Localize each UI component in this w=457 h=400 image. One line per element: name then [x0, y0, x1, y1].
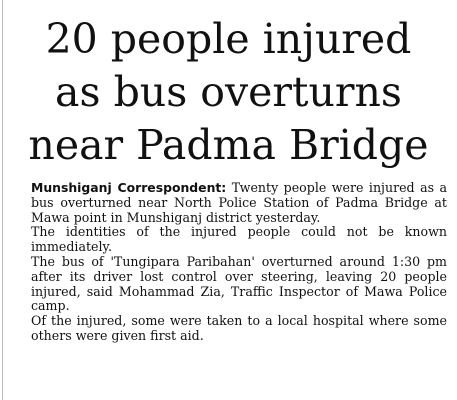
headline — [10, 13, 447, 172]
paragraph-1 — [31, 181, 447, 225]
paragraph-1-text: Twenty people were injured as a bus overturned near North Police Station of Padma Bridge at Mawa point in Munshiganj district yesterday. — [31, 180, 447, 225]
article-body — [31, 181, 447, 344]
headline-line-2: as bus overturns — [55, 68, 402, 116]
headline-line-3: near Padma Bridge — [28, 121, 429, 169]
paragraph-2: The identities of the injured people could not be known immediately. — [31, 224, 447, 255]
byline: Munshiganj Correspondent: — [31, 180, 227, 195]
paragraph-3: The bus of 'Tungipara Paribahan' overturned around 1:30 pm after its driver lost control over steering, leaving 20 people injured, said Mohammad Zia, Traffic Inspector of Mawa Police camp. — [31, 253, 447, 314]
paragraph-4: Of the injured, some were taken to a local hospital where some others were given first aid. — [31, 313, 447, 343]
headline-line-1: 20 people injured — [45, 15, 412, 63]
